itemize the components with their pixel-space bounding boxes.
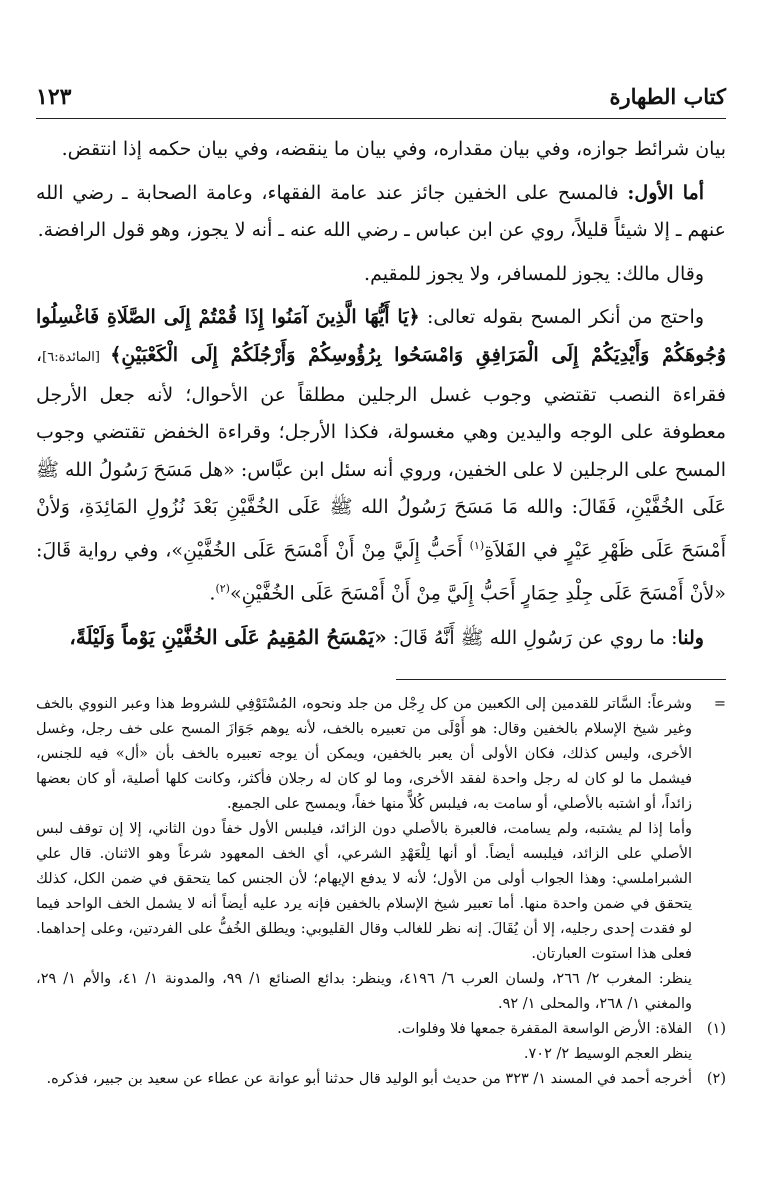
paragraph-2-lead: أما الأول: [627,181,705,204]
page-number: ١٢٣ [36,84,72,110]
footnote-1-marker: (١) [706,1021,726,1038]
paragraph-1 [36,131,726,169]
paragraph-4-cont: أَحَبُّ إِلَيَّ مِنْ أَنْ أَمْسَحَ عَلَى الخُفَّيْنِ»، وفي رواية قَالَ: «لأنْ أَمْسَحَ عَلَى جِلْدِ حِمَارٍ أَحَبُّ إِلَيَّ مِنْ أَنْ أَمْسَحَ عَلَى الخُفَّيْنِ» [36,539,726,605]
footnote-continuation-para-1: وشرعاً: السَّاتر للقدمين إلى الكعبين من كل رِجْل من جلد ونحوه، المُسْتَوْفِي للشروط هذا وعبر النووي بالخف وغير شيخ الإسلام بالخفين وقال: هو أَوْلَى من تعبيره بالخف، لأنه يوهم جَوَازَ المسح على خف رجل، وغسل الأخرى، وليس كذلك، فكان الأولى أن يعبر بالخفين، ويمكن أن يوجه تعبيره بالخف بأن «أل» فيه للجنس، فيشمل ما لو كان له رجل واحدة لفقد الأخرى، وما لو كان له رجلان فأكثر، وكانت كلها أصلية، أو كان بعضها زائداً، أو اشتبه بالأصلي، أو سامت به، فيلبس كُلاًّ منها خفاً، ويمسح على الجميع. [36,696,692,813]
paragraph-4-intro: واحتج من أنكر المسح بقوله تعالى: [419,306,704,329]
footnote-divider [396,679,726,680]
paragraph-4-body: ، فقراءة النصب تقتضي وجوب غسل الرجلين مطلقاً عن الأحوال؛ لأنه جعل الأرجل معطوفة على الوجه واليدين وهي مغسولة، فكذا الأرجل؛ وقراءة الخفض تقتضي وجوب المسح على الرجلين لا على الخفين، وروي أنه سئل ابن عبَّاس: «هل مَسَحَ رَسُولُ الله ﷺ عَلَى الخُفَّيْنِ، فَقَالَ: والله مَا مَسَحَ رَسُولُ الله ﷺ عَلَى الخُفَّيْنِ بَعْدَ نُزُولِ المَائِدَةِ، وَلأنْ أَمْسَحَ عَلَى ظَهْرِ عَيْرٍ في الفَلاَةِ [36,343,726,562]
paragraph-3 [36,256,726,294]
footnote-1-line-1: الفلاة: الأرض الواسعة المقفرة جمعها فلا وفلوات. [397,1021,692,1038]
quran-verse: ﴿يَا أَيُّهَا الَّذِينَ آمَنُوا إِذَا قُمْتُمْ إِلَى الصَّلَاةِ فَاغْسِلُوا وُجُوهَكُمْ وَأَيْدِيَكُمْ إِلَى الْمَرَافِقِ وَامْسَحُوا بِرُؤُوسِكُمْ وَأَرْجُلَكُمْ إِلَى الْكَعْبَيْنِ﴾ [36,306,726,366]
chapter-title: كتاب الطهارة [609,84,726,109]
footnote-2-text: أخرجه أحمد في المسند ١/ ٣٢٣ من حديث أبو الوليد قال حدثنا أبو عوانة عن عطاء عن سعيد بن جبير، فذكره. [46,1071,692,1088]
footnote-2 [36,1067,726,1092]
paragraph-2-text: فالمسح على الخفين جائز عند عامة الفقهاء، وعامة الصحابة ـ رضي الله عنهم ـ إلا شيئاً قليلاً، روي عن ابن عباس ـ رضي الله عنه ـ أنه لا يجوز، وهو قول الرافضة. [36,181,726,242]
paragraph-2 [36,175,726,250]
paragraph-1-text: بيان شرائط جوازه، وفي بيان مقداره، وفي بيان ما ينقضه، وفي بيان حكمه إذا انتقض. [61,138,726,160]
footnote-continuation [36,692,726,1017]
quran-reference: [المائدة:٦] [42,349,111,365]
footnote-continuation-para-3: ينظر: المغرب ٢/ ٢٦٦، ولسان العرب ٦/ ٤١٩٦، وينظر: بدائع الصنائع ١/ ٩٩، والمدونة ١/ ٤١، والأم ١/ ٢٩، والمغني ١/ ٢٦٨، والمحلى ١/ ٩٢. [36,971,692,1013]
paragraph-5-text: : ما روي عن رَسُولِ الله ﷺ أَنَّهُ قَالَ: [386,626,678,649]
hadith-quote: «يَمْسَحُ المُقِيمُ عَلَى الخُفَّيْنِ يَوْماً وَلَيْلَةً، [69,624,387,649]
paragraph-5-lead: ولنا [677,626,704,649]
paragraph-4-end: . [209,582,216,605]
paragraph-5 [36,619,726,658]
footnote-1-line-2: ينظر العجم الوسيط ٢/ ٧٠٢. [523,1046,692,1063]
footnote-2-marker: (٢) [706,1071,726,1088]
paragraph-4 [36,299,726,612]
footnote-ref-2[interactable]: (٢) [215,581,230,595]
page-header [36,84,726,119]
footnotes [36,692,726,1092]
paragraph-3-text: وقال مالك: يجوز للمسافر، ولا يجوز للمقيم. [364,262,704,285]
main-text [36,131,726,657]
footnote-ref-1[interactable]: (١) [469,538,485,552]
footnote-1 [36,1017,726,1067]
footnote-continuation-marker: = [713,696,726,713]
document-page [36,84,726,1092]
footnote-continuation-para-2: وأما إذا لم يشتبه، ولم يسامت، فالعبرة بالأصلي دون الزائد، فيلبس الأول خفاً دون الثاني، إلا إن توقف لبس الأصلي على الزائد، فيلبسه أيضاً. أو أنها لِلْعَهْدِ الشرعي، أي الخف المعهود شرعاً وهو الاثنان. قال علي الشبراملسي: وهذا الجواب أولى من الأول؛ لأنه لا يدفع الإيهام؛ لأن الجنس كما يتحقق في ضمن الكل، كذلك يتحقق في ضمن واحدة منها. أما تعبير شيخ الإسلام بالخفين فإنه يرد عليه أيضاً أنه لا يشمل الخف الواحد فيما لو فقدت إحدى رجليه، إلا أن يُقَالَ. إنه نظر للغالب وقال القليوبي: ويطلق الخُفُّ على الفردتين، وعلى إحداهما. فعلى هذا استوت العبارتان. [36,821,692,963]
